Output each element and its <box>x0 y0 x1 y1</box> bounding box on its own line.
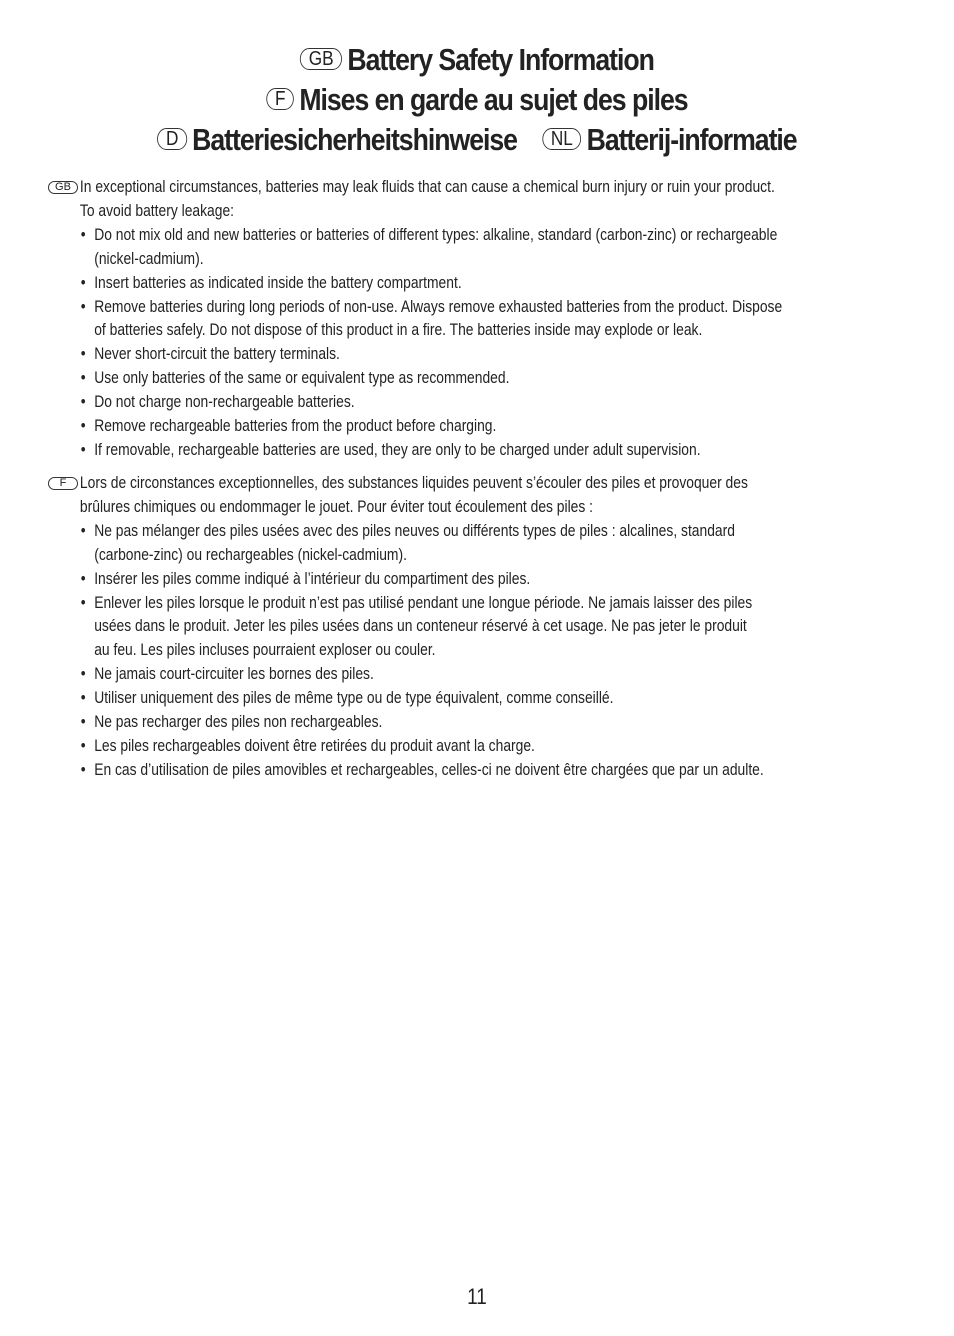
bullet-line: usées dans le produit. Jeter les piles usées dans un conteneur réservé à cet usage. Ne pas jeter le produit <box>94 617 747 636</box>
f-bullet-list <box>80 520 905 783</box>
bullet-item <box>80 343 934 367</box>
bullet-line: • Do not mix old and new batteries or batteries of different types: alkaline, standard (carbon-zinc) or rechargeable <box>94 225 778 244</box>
section-gb-body <box>48 176 905 463</box>
nl-language-badge: NL <box>542 128 581 150</box>
bullet-line: (carbone-zinc) ou rechargeables (nickel-cadmium). <box>94 545 407 564</box>
gb-bullet-list <box>80 224 905 463</box>
bullet-item <box>80 272 934 296</box>
f-intro-line-1: Lors de circonstances exceptionnelles, des substances liquides peuvent s’écouler des piles et provoquer des <box>79 474 748 492</box>
bullet-item <box>80 391 934 415</box>
gb-intro <box>80 176 937 224</box>
title-f: Mises en garde au sujet des piles <box>299 82 688 117</box>
f-section-badge: F <box>48 477 78 490</box>
page-titles <box>0 40 954 160</box>
bullet-line: • Insert batteries as indicated inside the battery compartment. <box>94 273 462 292</box>
bullet-item <box>80 367 934 391</box>
bullet-item <box>80 735 934 759</box>
bullet-line: • Use only batteries of the same or equivalent type as recommended. <box>94 369 510 388</box>
bullet-line: • Remove rechargeable batteries from the product before charging. <box>94 417 497 436</box>
title-gb-line <box>67 40 887 80</box>
bullet-line: of batteries safely. Do not dispose of this product in a fire. The batteries inside may explode or leak. <box>94 321 703 340</box>
bullet-item <box>80 224 934 272</box>
bullet-item <box>80 687 934 711</box>
bullet-line: • Utiliser uniquement des piles de même type ou de type équivalent, comme conseillé. <box>94 689 614 708</box>
bullet-line: • Enlever les piles lorsque le produit n’est pas utilisé pendant une longue période. Ne jamais laisser des piles <box>94 593 753 612</box>
section-f-body <box>48 472 905 783</box>
bullet-line: au feu. Les piles incluses pourraient exploser ou couler. <box>94 641 436 660</box>
title-f-line <box>67 80 887 120</box>
bullet-item <box>80 711 934 735</box>
bullet-item <box>80 663 934 687</box>
gb-intro-line-2: To avoid battery leakage: <box>79 201 235 220</box>
d-language-badge: D <box>157 128 187 150</box>
bullet-item <box>80 759 934 783</box>
gb-intro-line-1: In exceptional circumstances, batteries may leak fluids that can cause a chemical burn injury or ruin your product. <box>79 178 775 196</box>
section-gb <box>48 176 948 463</box>
f-intro-line-2: brûlures chimiques ou endommager le jouet. Pour éviter tout écoulement des piles : <box>79 497 594 516</box>
bullet-item <box>80 568 934 592</box>
bullet-item <box>80 415 934 439</box>
bullet-line: • Les piles rechargeables doivent être retirées du produit avant la charge. <box>94 736 535 755</box>
bullet-item <box>80 296 934 344</box>
bullet-line: (nickel-cadmium). <box>94 249 204 268</box>
title-d-nl-line <box>67 120 887 160</box>
bullet-item <box>80 592 934 664</box>
title-d: Batteriesicherheitshinweise <box>192 122 517 157</box>
section-f <box>48 472 948 783</box>
bullet-line: • Ne pas recharger des piles non rechargeables. <box>94 713 383 732</box>
bullet-line: • Ne jamais court-circuiter les bornes des piles. <box>94 665 374 684</box>
bullet-line: • En cas d’utilisation de piles amovibles et rechargeables, celles-ci ne doivent être chargées que par un adulte. <box>94 760 764 779</box>
bullet-line: • Remove batteries during long periods of non-use. Always remove exhausted batteries from the product. Dispose <box>94 297 783 316</box>
bullet-line: • Ne pas mélanger des piles usées avec des piles neuves ou différents types de piles : alcalines, standard <box>94 521 735 540</box>
bullet-item <box>80 439 934 463</box>
bullet-line: • Do not charge non-rechargeable batteries. <box>94 393 355 412</box>
bullet-line: • Insérer les piles comme indiqué à l’intérieur du compartiment des piles. <box>94 569 531 588</box>
bullet-line: • If removable, rechargeable batteries are used, they are only to be charged under adult supervision. <box>94 440 701 459</box>
gb-section-badge: GB <box>48 181 78 194</box>
title-gb: Battery Safety Information <box>347 42 654 77</box>
f-language-badge: F <box>266 88 294 110</box>
title-nl: Batterij-informatie <box>586 122 797 157</box>
gb-language-badge: GB <box>300 48 342 70</box>
bullet-item <box>80 520 934 568</box>
f-intro <box>80 472 937 520</box>
bullet-line: • Never short-circuit the battery terminals. <box>94 345 340 364</box>
page-number: 11 <box>467 1284 487 1309</box>
